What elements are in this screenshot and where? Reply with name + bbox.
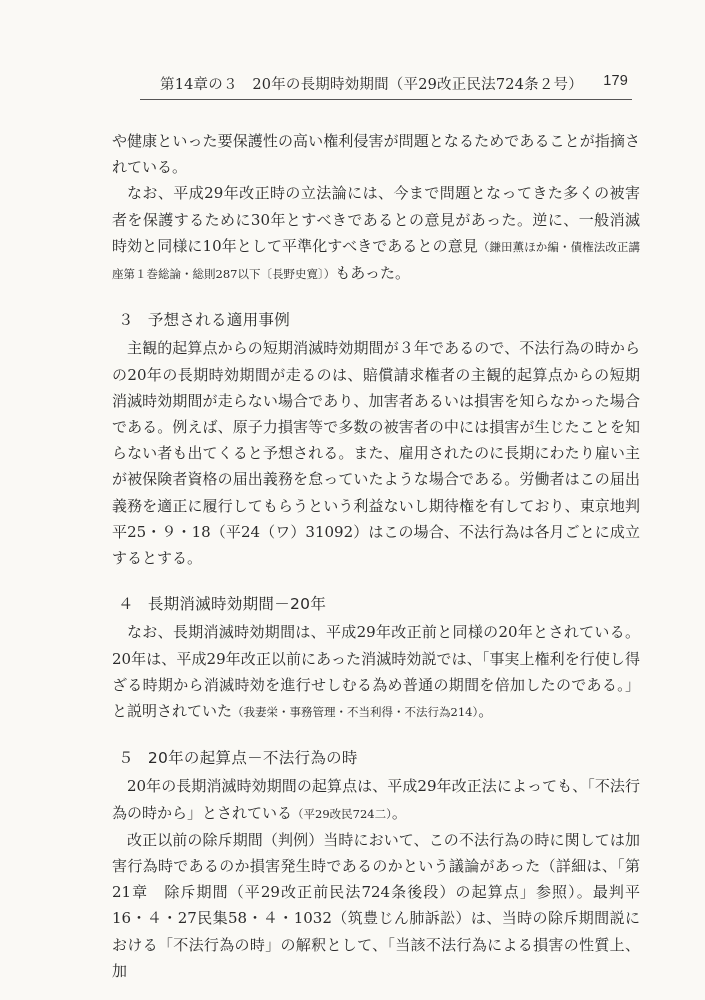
- paragraph: や健康といった要保護性の高い権利侵害が問題となるためであることが指摘されている。: [112, 132, 640, 177]
- paragraph: [112, 180, 640, 287]
- citation: （我妻栄・事務管理・不当利得・不法行為214）: [232, 705, 479, 720]
- chapter-title: 第14章の３ 20年の長期時効期間（平29改正民法724条２号）: [160, 77, 583, 93]
- paragraph: 改正以前の除斥期間（判例）当時において、この不法行為の時に関しては加害行為時であるのか損害発生時であるのかという議論があった（詳細は、「第21章 除斥期間（平29改正前民法724条後段）の起算点」参照）。最判平16・４・27民集58・４・1032（筑豊じん肺訴訟）は、当時の除斥期間説における「不法行為の時」の解釈として、「当該不法行為による損害の性質上、加: [112, 830, 640, 980]
- page-number: 179: [603, 73, 628, 89]
- section-heading-3: [112, 307, 640, 333]
- citation: （鎌田薫ほか編・債権法改正講座第１巻総論・総則287以下〔長野史寛〕）: [112, 239, 640, 282]
- section-heading-4: [112, 591, 640, 617]
- paragraph-text: なお、平成29年改正時の立法論には、今まで問題となってきた多くの被害者を保護するために30年とすべきであるとの意見があった。逆に、一般消滅時効と同様に10年として平準化すべきであるとの意見: [112, 184, 640, 255]
- section-title: 20年の起算点－不法行為の時: [147, 749, 358, 768]
- body-text: [112, 128, 640, 984]
- paragraph: 主観的起算点からの短期消滅時効期間が３年であるので、不法行為の時からの20年の長期時効期間が走るのは、賠償請求権者の主観的起算点からの短期消滅時効期間が走らない場合であり、加害者あるいは損害を知らなかった場合である。例えば、原子力損害等で多数の被害者の中には損害が生じたことを知らない者も出てくると予想される。また、雇用されたのに長期にわたり雇い主が被保険者資格の届出義務を怠っていたような場合である。労働者はこの届出義務を適正に履行してもらうという利益ないし期待権を有しており、東京地判平25・９・18（平24（ワ）31092）はこの場合、不法行為は各月ごとに成立するとする。: [112, 339, 640, 568]
- section-heading-5: [112, 745, 640, 771]
- section-title: 長期消滅時効期間－20年: [147, 595, 327, 614]
- paragraph-text: 。: [478, 702, 494, 721]
- header-rule: [140, 99, 632, 100]
- paragraph-text: もあった。: [335, 264, 411, 283]
- paragraph-text: 。: [391, 803, 407, 822]
- section-number: ３: [118, 311, 134, 330]
- section-number: ４: [118, 595, 134, 614]
- paragraph-text: 20年の長期消滅時効期間の起算点は、平成29年改正法によっても、「不法行為の時から」とされている: [112, 777, 640, 822]
- paragraph-text: なお、長期消滅時効期間は、平成29年改正前と同様の20年とされている。20年は、平成29年改正以前にあった消滅時効説では、「事実上権利を行使し得ざる時期から消滅時効を進行せしむる為め普通の期間を倍加したのである。」と説明されていた: [112, 623, 640, 721]
- paragraph: [112, 773, 640, 826]
- running-header: [140, 73, 632, 95]
- section-title: 予想される適用事例: [147, 311, 291, 330]
- citation: （平29改民724二）: [292, 806, 392, 821]
- paragraph: [112, 619, 640, 725]
- section-number: ５: [118, 749, 134, 768]
